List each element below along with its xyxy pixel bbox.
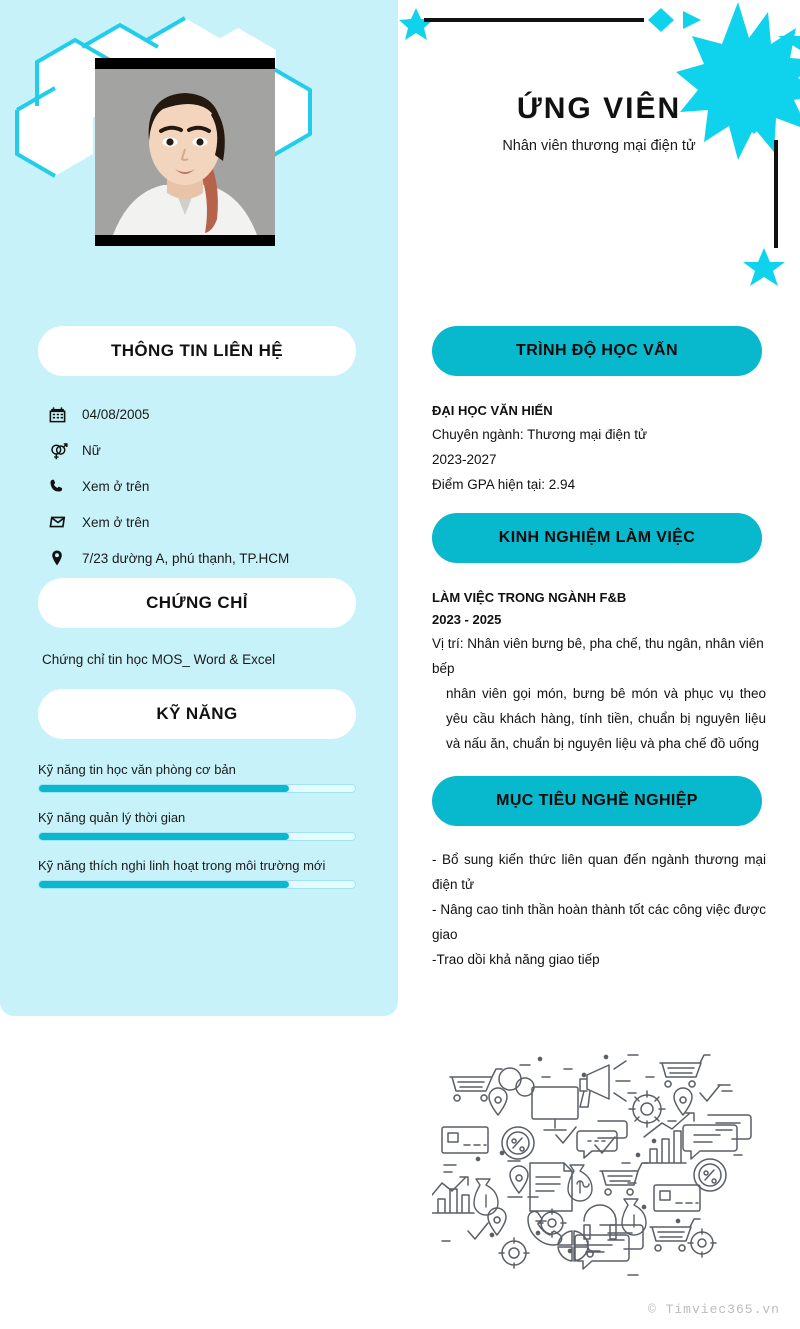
skills-heading: KỸ NĂNG [38,689,356,739]
skills-list [38,762,358,906]
location-icon [48,549,76,567]
avatar [95,58,275,246]
objective-item: -Trao dồi khả năng giao tiếp [432,952,600,967]
skill-progress-fill [39,881,289,888]
experience-body [432,587,766,756]
contact-heading: THÔNG TIN LIÊN HỆ [38,326,356,376]
experience-period: 2023 - 2025 [432,612,502,627]
education-years: 2023-2027 [432,452,497,467]
skill-progress-bar [38,880,356,889]
header-vertical-line [774,140,778,248]
sidebar [0,0,398,1016]
objective-item: - Bổ sung kiến thức liên quan đến ngành thương mại điện tử [432,852,766,892]
skill-progress-bar [38,832,356,841]
education-body [432,400,766,497]
skill-progress-bar [38,784,356,793]
experience-company: LÀM VIỆC TRONG NGÀNH F&B [432,590,627,605]
contact-item-gender [48,432,368,468]
objective-item: - Nâng cao tinh thần hoàn thành tốt các công việc được giao [432,902,766,942]
contact-value: 04/08/2005 [82,406,150,422]
skill-item [38,762,358,793]
education-school: ĐẠI HỌC VĂN HIẾN [432,403,553,418]
experience-heading: KINH NGHIỆM LÀM VIỆC [432,513,762,563]
experience-position: Vị trí: Nhân viên bưng bê, pha chế, thu ngân, nhân viên bếp [432,636,764,676]
education-major: Chuyên ngành: Thương mại điện tử [432,427,648,442]
experience-description: nhân viên gọi món, bưng bê món và phục vụ theo yêu cầu khách hàng, tính tiền, chuẩn bị nguyên liệu và nấu ăn, chuẩn bị nguyên liệu và pha chế đồ uống [446,686,766,751]
skill-item [38,810,358,841]
watermark: © Timviec365.vn [647,1302,780,1317]
skill-label: Kỹ năng quản lý thời gian [38,810,186,825]
objective-body [432,847,766,972]
page-title: ỨNG VIÊN [516,92,682,125]
skill-progress-fill [39,833,289,840]
phone-icon [48,477,76,495]
ecommerce-illustration [432,1035,762,1285]
contact-item-phone [48,468,368,504]
education-gpa: Điểm GPA hiện tại: 2.94 [432,477,576,492]
contact-item-address [48,540,368,576]
certificate-text: Chứng chỉ tin học MOS_ Word & Excel [42,652,276,667]
calendar-icon [48,405,76,424]
contact-item-birthdate [48,396,368,432]
skill-item [38,858,358,889]
skill-progress-fill [39,785,289,792]
page-subtitle: Nhân viên thương mại điện tử [502,138,696,154]
objective-heading: MỤC TIÊU NGHỀ NGHIỆP [432,776,762,826]
header-divider-line [424,18,644,22]
contact-item-email [48,504,368,540]
skill-label: Kỹ năng thích nghi linh hoạt trong môi trường mới [38,858,326,873]
contact-value: Xem ở trên [82,514,150,530]
contact-value: Xem ở trên [82,478,150,494]
contact-value: Nữ [82,442,101,458]
contact-value: 7/23 dường A, phú thạnh, TP.HCM [82,550,290,566]
education-heading: TRÌNH ĐỘ HỌC VẤN [432,326,762,376]
contact-list [48,396,368,576]
avatar-image [95,69,275,235]
certificate-heading: CHỨNG CHỈ [38,578,356,628]
gender-icon [48,440,76,461]
skill-label: Kỹ năng tin học văn phòng cơ bản [38,762,236,777]
email-icon [48,512,76,532]
